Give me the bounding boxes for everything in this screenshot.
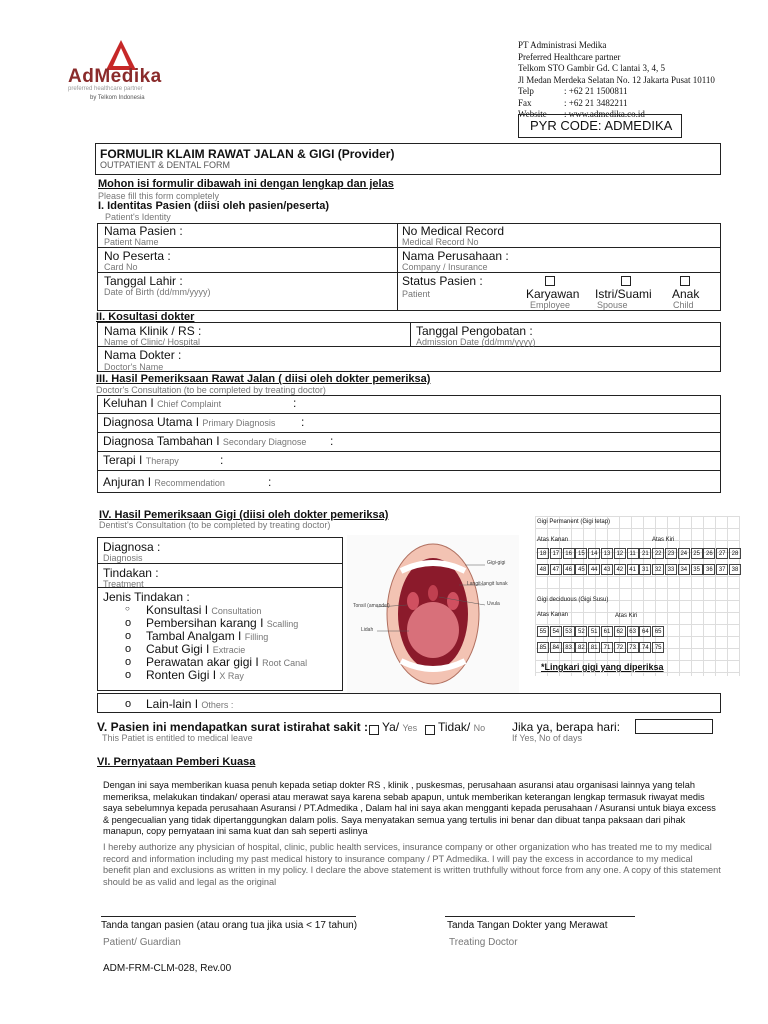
company-name: PT Administrasi Medika: [518, 40, 607, 50]
brand-tagline: preferred healthcare partner: [68, 86, 143, 92]
treatment-item-en: Extracie: [212, 645, 246, 655]
tooth-cell[interactable]: 12: [614, 548, 626, 559]
status-label: Status Pasien :: [402, 274, 483, 288]
lain-lain-en: Others :: [201, 700, 234, 710]
tooth-chart: [535, 516, 740, 676]
bullet-icon: o: [125, 630, 132, 642]
treatment-item-en: Scalling: [266, 619, 299, 629]
instructions: Mohon isi formulir dibawah ini dengan lengkap dan jelas: [98, 178, 394, 190]
checkbox-istri-suami[interactable]: [621, 276, 631, 286]
tooth-cell[interactable]: 83: [563, 642, 575, 653]
tooth-cell[interactable]: 62: [614, 626, 626, 637]
tidak-en: No: [473, 723, 486, 733]
treatment-item: [146, 629, 268, 643]
mouth-illustration: [347, 535, 519, 693]
atas-kanan-label: Atas Kanan: [537, 537, 569, 543]
opt-istri-suami-en: Spouse: [597, 300, 628, 310]
authorization-en: I hereby authorize any physician of hospital, clinic, public health services, insurance company or other organization who has treated me to my medical record and information including my past medical history to insurance company / PT Admedika. I will pay the excess in accordance to my medical benefit plan and exclusions as written in my policy. I declare the above statement is written truthfully without force from any one. A copy of this statement should be as valid and legal as the original: [103, 842, 721, 887]
telp-label: Telp: [518, 86, 534, 96]
footer-code: ADM-FRM-CLM-028, Rev.00: [103, 963, 232, 974]
tooth-cell[interactable]: 15: [575, 548, 587, 559]
section6-title: VI. Pernyataan Pemberi Kuasa: [97, 756, 256, 768]
treatment-item: [146, 668, 244, 682]
ya-label: Ya/: [382, 720, 400, 734]
opt-anak: Anak: [672, 287, 700, 301]
tidak-option: [438, 720, 485, 734]
dokter-label: Nama Dokter :: [104, 348, 182, 362]
terapi-row: Terapi I Therapy :: [103, 453, 224, 467]
company-slogan: Preferred Healthcare partner: [518, 51, 621, 62]
tooth-cell[interactable]: 18: [537, 548, 549, 559]
nama-pasien-label: Nama Pasien :: [104, 224, 183, 238]
diag-utama-row: Diagnosa Utama I Primary Diagnosis :: [103, 415, 305, 429]
treatment-item: [146, 603, 261, 617]
opt-karyawan-en: Employee: [530, 300, 571, 310]
tindakan-label: Tindakan :: [103, 566, 159, 580]
web-label: Website: [518, 109, 547, 119]
klinik-label: Nama Klinik / RS :: [104, 324, 202, 338]
tooth-cell[interactable]: 75: [652, 642, 664, 653]
sig-patient-label: Tanda tangan pasien (atau orang tua jika usia < 17 tahun): [101, 920, 358, 931]
section5-question: V. Pasien ini mendapatkan surat istirahat sakit :: [97, 720, 368, 734]
sig-doctor-label: Tanda Tangan Dokter yang Merawat: [447, 920, 608, 931]
checkbox-tidak[interactable]: [425, 725, 435, 735]
mouth-label-gigi: Gigi-gigi: [487, 560, 506, 566]
treatment-item: [146, 642, 245, 656]
tidak-label: Tidak/: [438, 720, 471, 734]
tgl-lahir-en: Date of Birth (dd/mm/yyyy): [104, 287, 211, 297]
tooth-cell[interactable]: 72: [614, 642, 626, 653]
tooth-cell[interactable]: 23: [665, 548, 677, 559]
tooth-cell[interactable]: 52: [575, 626, 587, 637]
keluhan-en: Chief Complaint: [157, 399, 222, 409]
anjuran-row: Anjuran I Recommendation :: [103, 475, 272, 489]
checkbox-ya[interactable]: [369, 725, 379, 735]
treatment-item-en: Root Canal: [262, 658, 308, 668]
tgl-lahir-label: Tanggal Lahir :: [104, 274, 183, 288]
tooth-cell[interactable]: 34: [678, 564, 690, 575]
section4-subtitle: Dentist's Consultation (to be completed by treating doctor): [99, 520, 331, 530]
tooth-cell[interactable]: 61: [601, 626, 613, 637]
diag-tambahan-label: Diagnosa Tambahan I: [103, 434, 220, 448]
tooth-cell[interactable]: 21: [639, 548, 651, 559]
no-peserta-en: Card No: [104, 262, 138, 272]
diagnosa-gigi-label: Diagnosa :: [103, 540, 161, 554]
treatment-item-en: Filling: [244, 632, 269, 642]
tooth-cell[interactable]: 65: [652, 626, 664, 637]
tooth-cell[interactable]: 11: [627, 548, 639, 559]
company-address: [518, 40, 715, 121]
checkbox-karyawan[interactable]: [545, 276, 555, 286]
dec-atas-kiri-label: Atas Kiri: [615, 613, 638, 619]
tooth-cell[interactable]: 27: [716, 548, 728, 559]
nama-pasien-en: Patient Name: [104, 237, 159, 247]
instructions-en: Please fill this form completely: [98, 191, 220, 201]
fax-value: : +62 21 3482211: [564, 97, 628, 108]
opt-anak-en: Child: [673, 300, 694, 310]
form-subtitle: OUTPATIENT & DENTAL FORM: [100, 160, 231, 170]
section1-subtitle: Patient's Identity: [105, 212, 171, 222]
tooth-cell[interactable]: 53: [563, 626, 575, 637]
mouth-label-tonsil: Tonsil (amandel): [353, 603, 390, 609]
lain-lain-row: [146, 697, 233, 711]
anjuran-en: Recommendation: [154, 478, 225, 488]
brand-by: by Telkom Indonesia: [90, 95, 145, 101]
tooth-cell[interactable]: 44: [588, 564, 600, 575]
tooth-cell[interactable]: 46: [563, 564, 575, 575]
nama-perusahaan-label: Nama Perusahaan :: [402, 249, 509, 263]
pyr-code: PYR CODE: ADMEDIKA: [530, 118, 673, 133]
keluhan-row: Keluhan I Chief Complaint :: [103, 396, 297, 410]
no-mr-label: No Medical Record: [402, 224, 505, 238]
tooth-cell[interactable]: 22: [652, 548, 664, 559]
tooth-cell[interactable]: 32: [652, 564, 664, 575]
bullet-icon: o: [125, 698, 132, 710]
section3-subtitle: Doctor's Consultation (to be completed by treating doctor): [96, 385, 326, 395]
tooth-cell[interactable]: 74: [639, 642, 651, 653]
anjuran-label: Anjuran I: [103, 475, 152, 489]
company-street: Jl Medan Merdeka Selatan No. 12 Jakarta Pusat 10110: [518, 74, 715, 85]
treatment-item: [146, 655, 307, 669]
tooth-cell[interactable]: 73: [627, 642, 639, 653]
atas-kiri-label: Atas Kiri: [652, 537, 675, 543]
tooth-cell[interactable]: 35: [691, 564, 703, 575]
treatment-item-label: Tambal Analgam I: [146, 629, 242, 643]
mouth-label-langit: Langit-langit lunak: [467, 581, 508, 587]
company-building: Telkom STO Gambir Gd. C lantai 3, 4, 5: [518, 63, 665, 73]
tooth-note: *Lingkari gigi yang diperiksa: [541, 662, 664, 672]
dec-title: Gigi deciduous (Gigi Susu): [537, 597, 609, 603]
opt-karyawan: Karyawan: [526, 287, 580, 301]
dec-atas-kanan-label: Atas Kanan: [537, 612, 569, 618]
tooth-cell[interactable]: 63: [627, 626, 639, 637]
diag-utama-label: Diagnosa Utama I: [103, 415, 200, 429]
ya-option: [382, 720, 417, 734]
web-value: : www.admedika.co.id: [564, 109, 645, 119]
brand-name: AdMedika: [68, 66, 162, 87]
days-input[interactable]: [635, 719, 713, 734]
tooth-cell[interactable]: 85: [537, 642, 549, 653]
mouth-label-uvula: Uvula: [487, 601, 500, 607]
opt-istri-suami: Istri/Suami: [595, 287, 652, 301]
treatment-item-label: Perawatan akar gigi I: [146, 655, 259, 669]
ya-en: Yes: [402, 723, 418, 733]
diag-tambahan-row: Diagnosa Tambahan I Secondary Diagnose :: [103, 434, 334, 448]
bullet-icon: ○: [125, 604, 130, 613]
tooth-cell[interactable]: 28: [729, 548, 741, 559]
perm-title: Gigi Permanent (Gigi tetap): [537, 519, 611, 525]
no-peserta-label: No Peserta :: [104, 249, 171, 263]
tooth-cell[interactable]: 26: [703, 548, 715, 559]
section4-title: IV. Hasil Pemeriksaan Gigi (diisi oleh dokter pemeriksa): [99, 509, 389, 521]
tooth-cell[interactable]: 13: [601, 548, 613, 559]
section5-question-en: This Patiet is entitled to medical leave: [102, 733, 253, 743]
tooth-cell[interactable]: 71: [601, 642, 613, 653]
mouth-label-lidah: Lidah: [361, 627, 374, 633]
tooth-cell[interactable]: 54: [550, 626, 562, 637]
tooth-cell[interactable]: 36: [703, 564, 715, 575]
tooth-cell[interactable]: 25: [691, 548, 703, 559]
treatment-item-label: Cabut Gigi I: [146, 642, 210, 656]
terapi-label: Terapi I: [103, 453, 143, 467]
klinik-en: Name of Clinic/ Hospital: [104, 337, 201, 347]
tooth-cell[interactable]: 41: [627, 564, 639, 575]
diag-tambahan-en: Secondary Diagnose: [222, 437, 307, 447]
checkbox-anak[interactable]: [680, 276, 690, 286]
no-mr-en: Medical Record No: [402, 237, 479, 247]
tooth-cell[interactable]: 42: [614, 564, 626, 575]
tooth-cell[interactable]: 16: [563, 548, 575, 559]
treatment-item-en: X Ray: [219, 671, 244, 681]
section1-title: I. Identitas Pasien (diisi oleh pasien/peserta): [98, 200, 330, 212]
sig-doctor-en: Treating Doctor: [449, 937, 518, 948]
jika-ya-en: If Yes, No of days: [512, 733, 583, 743]
tooth-cell[interactable]: 31: [639, 564, 651, 575]
terapi-en: Therapy: [145, 456, 179, 466]
section3-title: III. Hasil Pemeriksaan Rawat Jalan ( diisi oleh dokter pemeriksa): [96, 373, 431, 385]
tooth-cell[interactable]: 17: [550, 548, 562, 559]
sig-patient-en: Patient/ Guardian: [103, 937, 181, 948]
tgl-pengobatan-en: Admission Date (dd/mm/yyyy): [416, 337, 536, 347]
jika-ya-label: Jika ya, berapa hari:: [512, 720, 621, 734]
treatment-item: [146, 616, 298, 630]
treatment-item-label: Konsultasi I: [146, 603, 209, 617]
tooth-cell[interactable]: 48: [537, 564, 549, 575]
treatment-item-en: Consultation: [211, 606, 262, 616]
form-title: FORMULIR KLAIM RAWAT JALAN & GIGI (Provider): [100, 147, 395, 161]
telp-value: : +62 21 1500811: [564, 86, 628, 96]
diag-utama-en: Primary Diagnosis: [202, 418, 276, 428]
tooth-cell[interactable]: 37: [716, 564, 728, 575]
tooth-cell[interactable]: 84: [550, 642, 562, 653]
bullet-icon: o: [125, 669, 132, 681]
tindakan-en: Treatment: [103, 579, 144, 589]
tooth-cell[interactable]: 45: [575, 564, 587, 575]
tooth-cell[interactable]: 81: [588, 642, 600, 653]
tooth-cell[interactable]: 38: [729, 564, 741, 575]
authorization-id: Dengan ini saya memberikan kuasa penuh kepada setiap dokter RS , klinik , puskesmas, perusahaan asuransi atau organisasi lainnya yang telah memeriksa, melakukan tindakan/ operasi atau merawat saya karena sebab apapun, untuk memberikan keterangan lengkap termasuk riwayat medis saya sebelumnya kepada perusahaan Asuransi / PT.Admedika , Dalam hal ini saya akan mengganti kepada perusahaan / Asuransi untuk biaya excess & pengecualian yang tidak dipertanggungkan dalam polis. Saya menyatakan semua yang tertulis ini benar dan dibuat tanpa paksaan dari pihak manapun, copy pernyataan ini sama kuat dan sah seperti aslinya: [103, 780, 716, 836]
tooth-cell[interactable]: 14: [588, 548, 600, 559]
bullet-icon: o: [125, 617, 132, 629]
keluhan-label: Keluhan I: [103, 396, 154, 410]
lain-lain-label: Lain-lain I: [146, 697, 199, 711]
tooth-cell[interactable]: 51: [588, 626, 600, 637]
nama-perusahaan-en: Company / Insurance: [402, 262, 488, 272]
tooth-cell[interactable]: 43: [601, 564, 613, 575]
tooth-cell[interactable]: 82: [575, 642, 587, 653]
bullet-icon: o: [125, 656, 132, 668]
treatment-item-label: Pembersihan karang I: [146, 616, 264, 630]
tooth-cell[interactable]: 24: [678, 548, 690, 559]
fax-label: Fax: [518, 97, 532, 108]
tooth-cell[interactable]: 33: [665, 564, 677, 575]
treatment-item-label: Ronten Gigi I: [146, 668, 217, 682]
tooth-cell[interactable]: 47: [550, 564, 562, 575]
diagnosa-gigi-en: Diagnosis: [103, 553, 143, 563]
dokter-en: Doctor's Name: [104, 362, 164, 372]
tgl-pengobatan-label: Tanggal Pengobatan :: [416, 324, 533, 338]
status-en: Patient: [402, 289, 431, 299]
section2-title: II. Kosultasi dokter: [96, 311, 195, 323]
bullet-icon: o: [125, 643, 132, 655]
tooth-cell[interactable]: 55: [537, 626, 549, 637]
jenis-tindakan-label: Jenis Tindakan :: [103, 590, 190, 604]
tooth-cell[interactable]: 64: [639, 626, 651, 637]
